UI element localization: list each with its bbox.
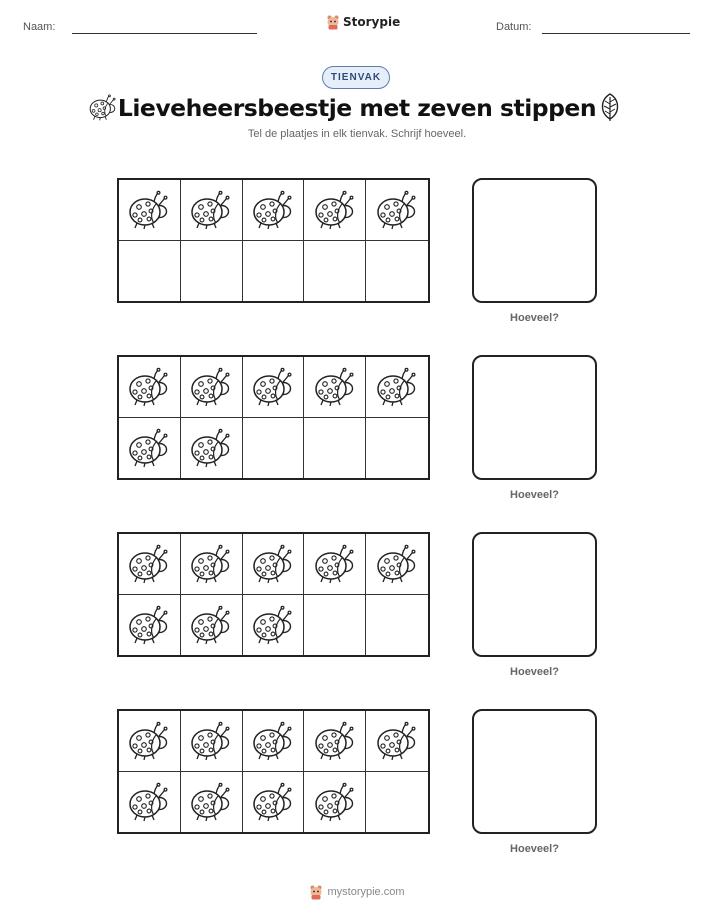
ladybug-icon — [313, 367, 357, 407]
ladybug-icon — [313, 721, 357, 761]
ladybug-icon — [375, 721, 419, 761]
brand-logo — [326, 14, 400, 30]
frame-cell — [304, 357, 366, 418]
instructions: Tel de plaatjes in elk tienvak. Schrijf hoeveel. — [247, 128, 467, 140]
ladybug-icon — [375, 544, 419, 584]
frame-cell — [366, 595, 428, 656]
answer-box[interactable] — [472, 355, 597, 480]
ladybug-icon — [189, 367, 233, 407]
frame-cell — [181, 418, 243, 479]
frame-cell — [119, 357, 181, 418]
frame-cell — [181, 534, 243, 595]
ladybug-icon — [127, 428, 171, 468]
ladybug-icon — [251, 721, 295, 761]
frame-cell — [119, 180, 181, 241]
frame-cell — [366, 418, 428, 479]
ten-frame — [117, 355, 430, 480]
frame-cell — [304, 595, 366, 656]
frame-cell — [119, 534, 181, 595]
frame-cell — [119, 595, 181, 656]
count-prompt: Hoeveel? — [510, 489, 559, 501]
answer-box[interactable] — [472, 532, 597, 657]
ladybug-icon — [251, 782, 295, 822]
topic-badge: TIENVAK — [322, 66, 390, 89]
footer-url: mystorypie.com — [327, 886, 405, 898]
date-label: Datum: — [496, 21, 532, 33]
frame-cell — [181, 180, 243, 241]
frame-cell — [181, 595, 243, 656]
leaf-icon — [597, 92, 623, 122]
ladybug-icon — [189, 428, 233, 468]
ladybug-icon — [127, 782, 171, 822]
answer-box[interactable] — [472, 709, 597, 834]
name-line[interactable] — [72, 33, 257, 34]
ladybug-icon — [251, 605, 295, 645]
footer — [0, 884, 714, 900]
frame-cell — [243, 241, 305, 302]
count-prompt: Hoeveel? — [510, 666, 559, 678]
frame-cell — [119, 711, 181, 772]
frame-cell — [304, 180, 366, 241]
frame-cell — [366, 534, 428, 595]
frame-cell — [243, 711, 305, 772]
frame-cell — [181, 772, 243, 833]
frame-cell — [243, 357, 305, 418]
frame-cell — [304, 241, 366, 302]
count-prompt: Hoeveel? — [510, 312, 559, 324]
brand-name: Storypie — [343, 15, 401, 29]
frame-cell — [243, 595, 305, 656]
frame-cell — [119, 418, 181, 479]
ten-frame — [117, 532, 430, 657]
ladybug-icon — [251, 190, 295, 230]
frame-cell — [243, 772, 305, 833]
ladybug-icon — [127, 544, 171, 584]
frame-cell — [243, 180, 305, 241]
ladybug-icon — [127, 721, 171, 761]
frame-cell — [243, 418, 305, 479]
name-label: Naam: — [23, 21, 56, 33]
ladybug-icon — [313, 782, 357, 822]
page-title: Lieveheersbeestje met zeven stippen — [117, 94, 597, 122]
ladybug-icon — [127, 190, 171, 230]
frame-cell — [119, 772, 181, 833]
frame-cell — [181, 711, 243, 772]
ladybug-icon — [189, 605, 233, 645]
ladybug-icon — [189, 544, 233, 584]
ladybug-icon — [127, 605, 171, 645]
ladybug-icon — [189, 782, 233, 822]
frame-cell — [366, 772, 428, 833]
frame-cell — [366, 180, 428, 241]
answer-box[interactable] — [472, 178, 597, 303]
ladybug-icon — [313, 544, 357, 584]
ladybug-icon — [189, 721, 233, 761]
frame-cell — [366, 357, 428, 418]
frame-cell — [181, 241, 243, 302]
frame-cell — [181, 357, 243, 418]
frame-cell — [243, 534, 305, 595]
ladybug-icon — [127, 367, 171, 407]
ladybug-icon — [251, 367, 295, 407]
frame-cell — [304, 711, 366, 772]
ladybug-icon — [375, 190, 419, 230]
date-line[interactable] — [542, 33, 690, 34]
frame-cell — [304, 418, 366, 479]
ladybug-icon — [313, 190, 357, 230]
frame-cell — [119, 241, 181, 302]
frame-cell — [304, 772, 366, 833]
frame-cell — [304, 534, 366, 595]
frame-cell — [366, 711, 428, 772]
frame-cell — [366, 241, 428, 302]
count-prompt: Hoeveel? — [510, 843, 559, 855]
storypie-logo-icon — [309, 884, 323, 900]
ladybug-icon — [375, 367, 419, 407]
ladybug-icon — [189, 190, 233, 230]
ten-frame — [117, 709, 430, 834]
ten-frame — [117, 178, 430, 303]
ladybug-icon — [251, 544, 295, 584]
storypie-logo-icon — [326, 14, 340, 30]
